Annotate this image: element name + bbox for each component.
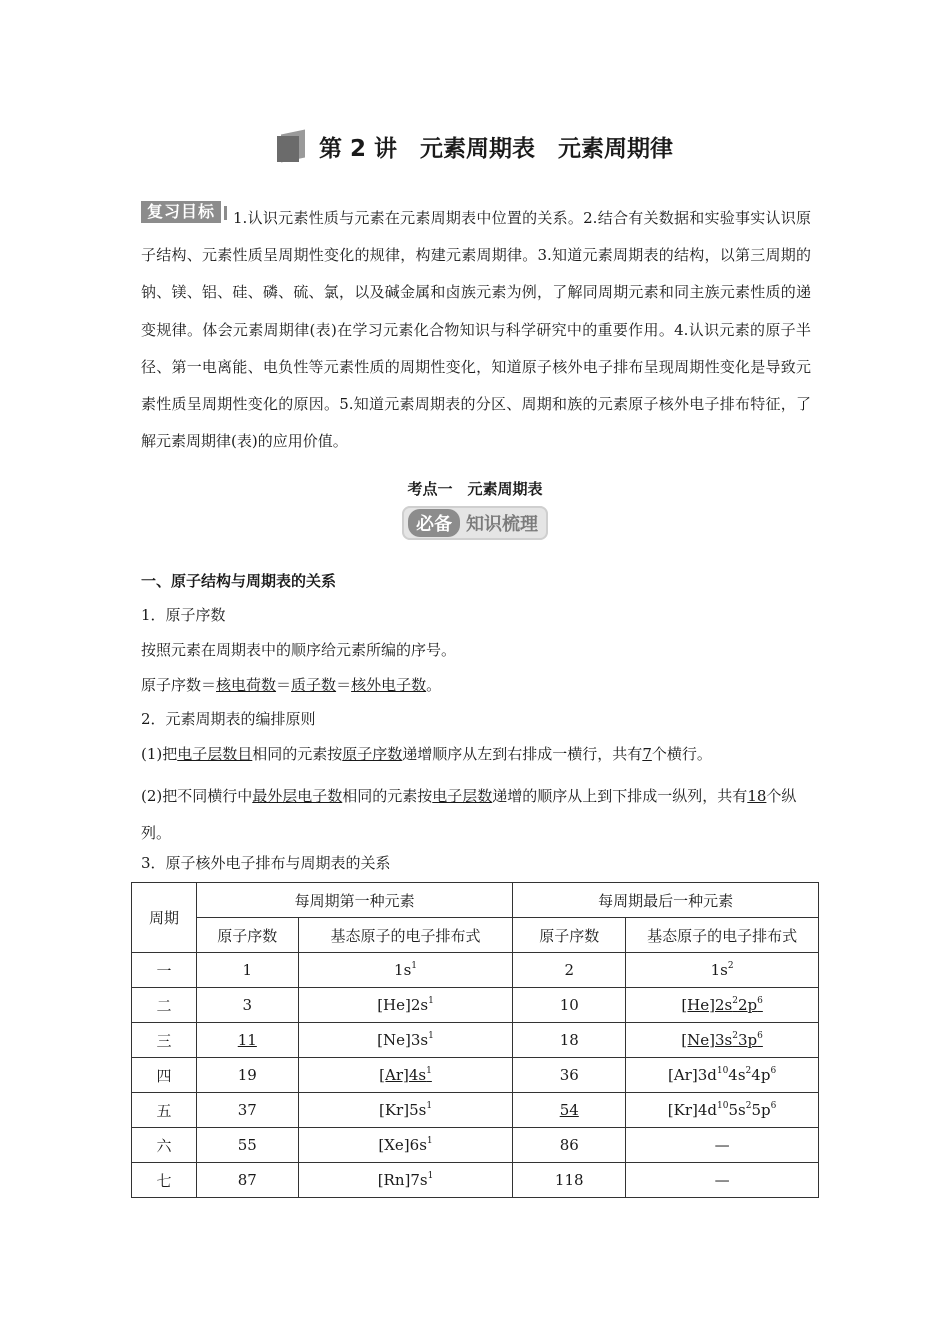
kaodian-heading: 考点一 元素周期表	[407, 480, 543, 498]
header-last-config: 基态原子的电子排布式	[626, 918, 819, 953]
item3-heading: 3．原子核外电子排布与周期表的关系	[141, 854, 391, 872]
badge-wrap	[0, 506, 950, 540]
period-table	[131, 882, 819, 1198]
badge-right: 知识梳理	[466, 514, 538, 535]
review-goals-tag: 复习目标	[141, 201, 221, 223]
nuclear-charge: 核电荷数	[216, 676, 277, 694]
table-row: 三 11 $[Ne]3s^1$ 18 $[Ne]3s^23p^6$	[132, 1023, 819, 1058]
section-heading: 一、原子结构与周期表的关系	[141, 572, 337, 590]
rule-columns: (2)把不同横行中最外层电子数相同的元素按电子层数递增的顺序从上到下排成一纵列，共有18个纵列。	[141, 787, 797, 842]
item2-heading: 2．元素周期表的编排原则	[141, 710, 316, 728]
item1-heading: 1．原子序数	[141, 606, 226, 624]
electron-number: 核外电子数	[351, 676, 427, 694]
proton-number: 质子数	[291, 676, 337, 694]
review-goals	[141, 200, 811, 460]
table-row: 六 55 $[Xe]6s^1$ 86 —	[132, 1128, 819, 1163]
header-last-number: 原子序数	[513, 918, 626, 953]
table-row: 一 1 $1s^1$ 2 $1s^2$	[132, 953, 819, 988]
table-row: 五 37 $[Kr]5s^1$ 54 $[Kr]4d^{10}5s^25p^6$	[132, 1093, 819, 1128]
review-goals-text: 1.认识元素性质与元素在元素周期表中位置的关系。2.结合有关数据和实验事实认识原子结构、元素性质呈周期性变化的规律，构建元素周期律。3.知道元素周期表的结构，以第三周期的钠、镁、铝、硅、磷、硫、氯，以及碱金属和卤族元素为例，了解同周期元素和同主族元素性质的递变规律。体会元素周期律(表)在学习元素化合物知识与科学研究中的重要作用。4.认识元素的原子半径、第一电离能、电负性等元素性质的周期性变化，知道原子核外电子排布呈现周期性变化是导致元素性质呈周期性变化的原因。5.知道元素周期表的分区、周期和族的元素原子核外电子排布特征，了解元素周期律(表)的应用价值。	[141, 209, 811, 451]
header-first-element: 每周期第一种元素	[196, 883, 512, 918]
table-row: 四 19 $[Ar]4s^1$ 36 $[Ar]3d^{10}4s^24p^6$	[132, 1058, 819, 1093]
book-icon	[277, 132, 307, 162]
table-row: 七 87 $[Rn]7s^1$ 118 —	[132, 1163, 819, 1198]
atomic-number-equation: 原子序数＝核电荷数＝质子数＝核外电子数。	[141, 676, 442, 694]
page-title	[277, 130, 673, 163]
page-title-wrap	[0, 130, 950, 166]
knowledge-badge	[402, 506, 548, 540]
header-first-number: 原子序数	[196, 918, 298, 953]
badge-left: 必备	[408, 509, 460, 537]
header-last-element: 每周期最后一种元素	[513, 883, 819, 918]
header-period: 周期	[132, 883, 197, 953]
item1-desc: 按照元素在周期表中的顺序给元素所编的序号。	[141, 641, 457, 659]
header-first-config: 基态原子的电子排布式	[298, 918, 513, 953]
page-title-text: 第 2 讲 元素周期表 元素周期律	[318, 136, 674, 162]
table-row: 二 3 $[He]2s^1$ 10 $[He]2s^22p^6$	[132, 988, 819, 1023]
rule-rows: (1)把电子层数目相同的元素按原子序数递增顺序从左到右排成一横行，共有7个横行。	[141, 745, 712, 763]
